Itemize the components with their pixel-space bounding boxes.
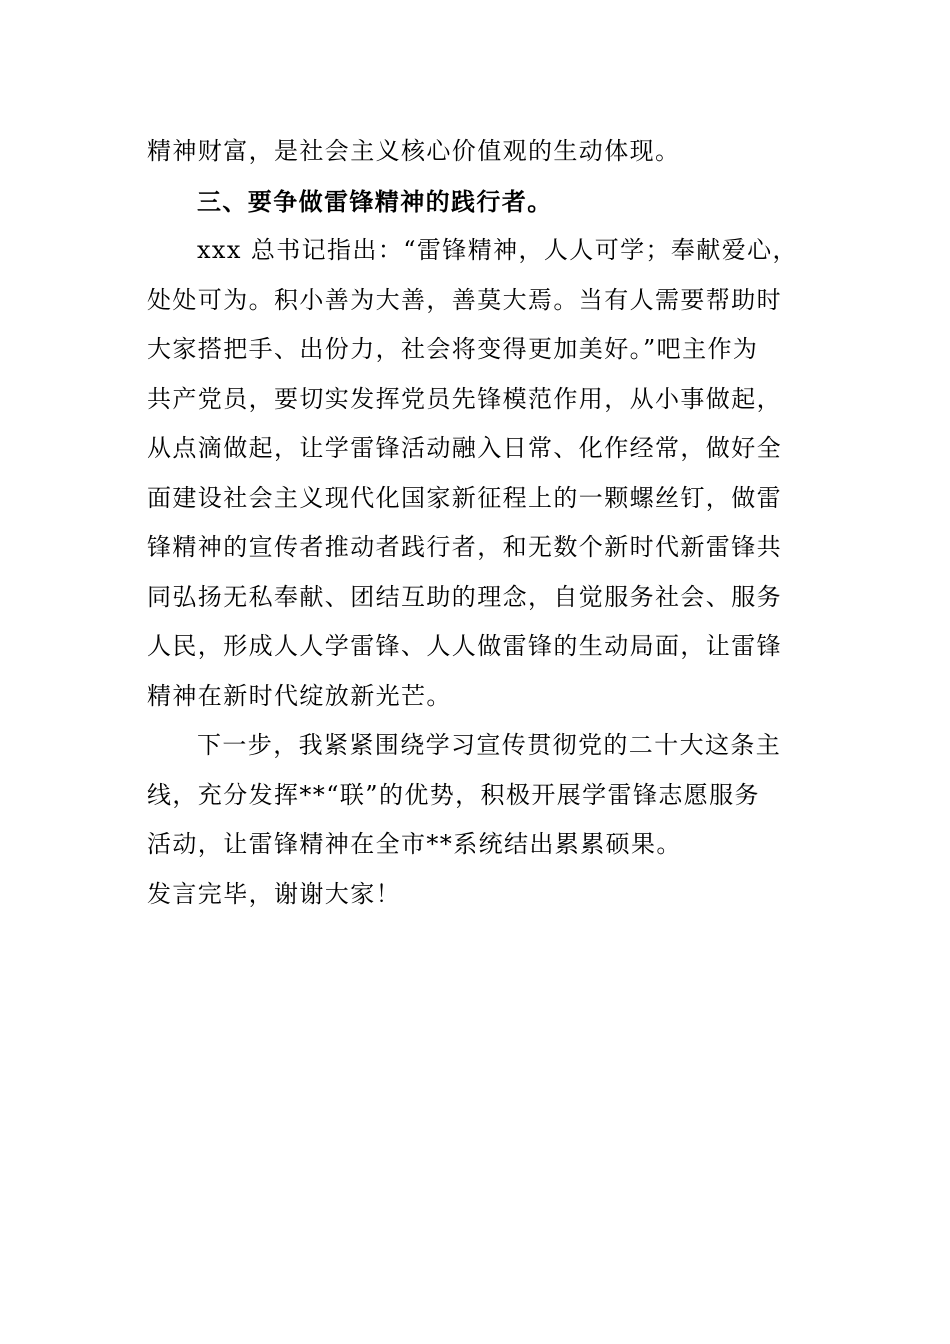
text-line: 人民，形成人人学雷锋、人人做雷锋的生动局面，让雷锋 xyxy=(147,632,782,660)
text-line: 面建设社会主义现代化国家新征程上的一颗螺丝钉，做雷 xyxy=(147,483,782,512)
text-line: 从点滴做起，让学雷锋活动融入日常、化作经常，做好全 xyxy=(147,434,782,462)
closing-remark: 发言完毕，谢谢大家！ xyxy=(147,879,401,908)
text-line: 同弘扬无私奉献、团结互助的理念，自觉服务社会、服务 xyxy=(147,582,782,611)
text-line: 共产党员，要切实发挥党员先锋模范作用，从小事做起， xyxy=(147,384,782,413)
paragraph-2 xyxy=(147,721,807,870)
document-body xyxy=(147,127,807,919)
text-line: xxx 总书记指出：“雷锋精神，人人可学；奉献爱心， xyxy=(197,236,798,264)
text-line: 锋精神的宣传者推动者践行者，和无数个新时代新雷锋共 xyxy=(147,533,782,561)
text-line: 精神在新时代绽放新光芒。 xyxy=(147,681,452,710)
text-line: 大家搭把手、出份力，社会将变得更加美好。”吧主作为 xyxy=(147,335,759,363)
text-line: 活动，让雷锋精神在全市**系统结出累累硕果。 xyxy=(147,830,682,858)
paragraph-1 xyxy=(147,226,807,721)
text-line: 下一步，我紧紧围绕学习宣传贯彻党的二十大这条主 xyxy=(197,731,782,759)
text-line: 处处可为。积小善为大善，善莫大焉。当有人需要帮助时 xyxy=(147,285,782,314)
section-heading: 三、要争做雷锋精神的践行者。 xyxy=(197,186,553,216)
text-line: 精神财富，是社会主义核心价值观的生动体现。 xyxy=(147,137,681,165)
text-line: 线，充分发挥**“联”的优势，积极开展学雷锋志愿服务 xyxy=(147,780,760,809)
